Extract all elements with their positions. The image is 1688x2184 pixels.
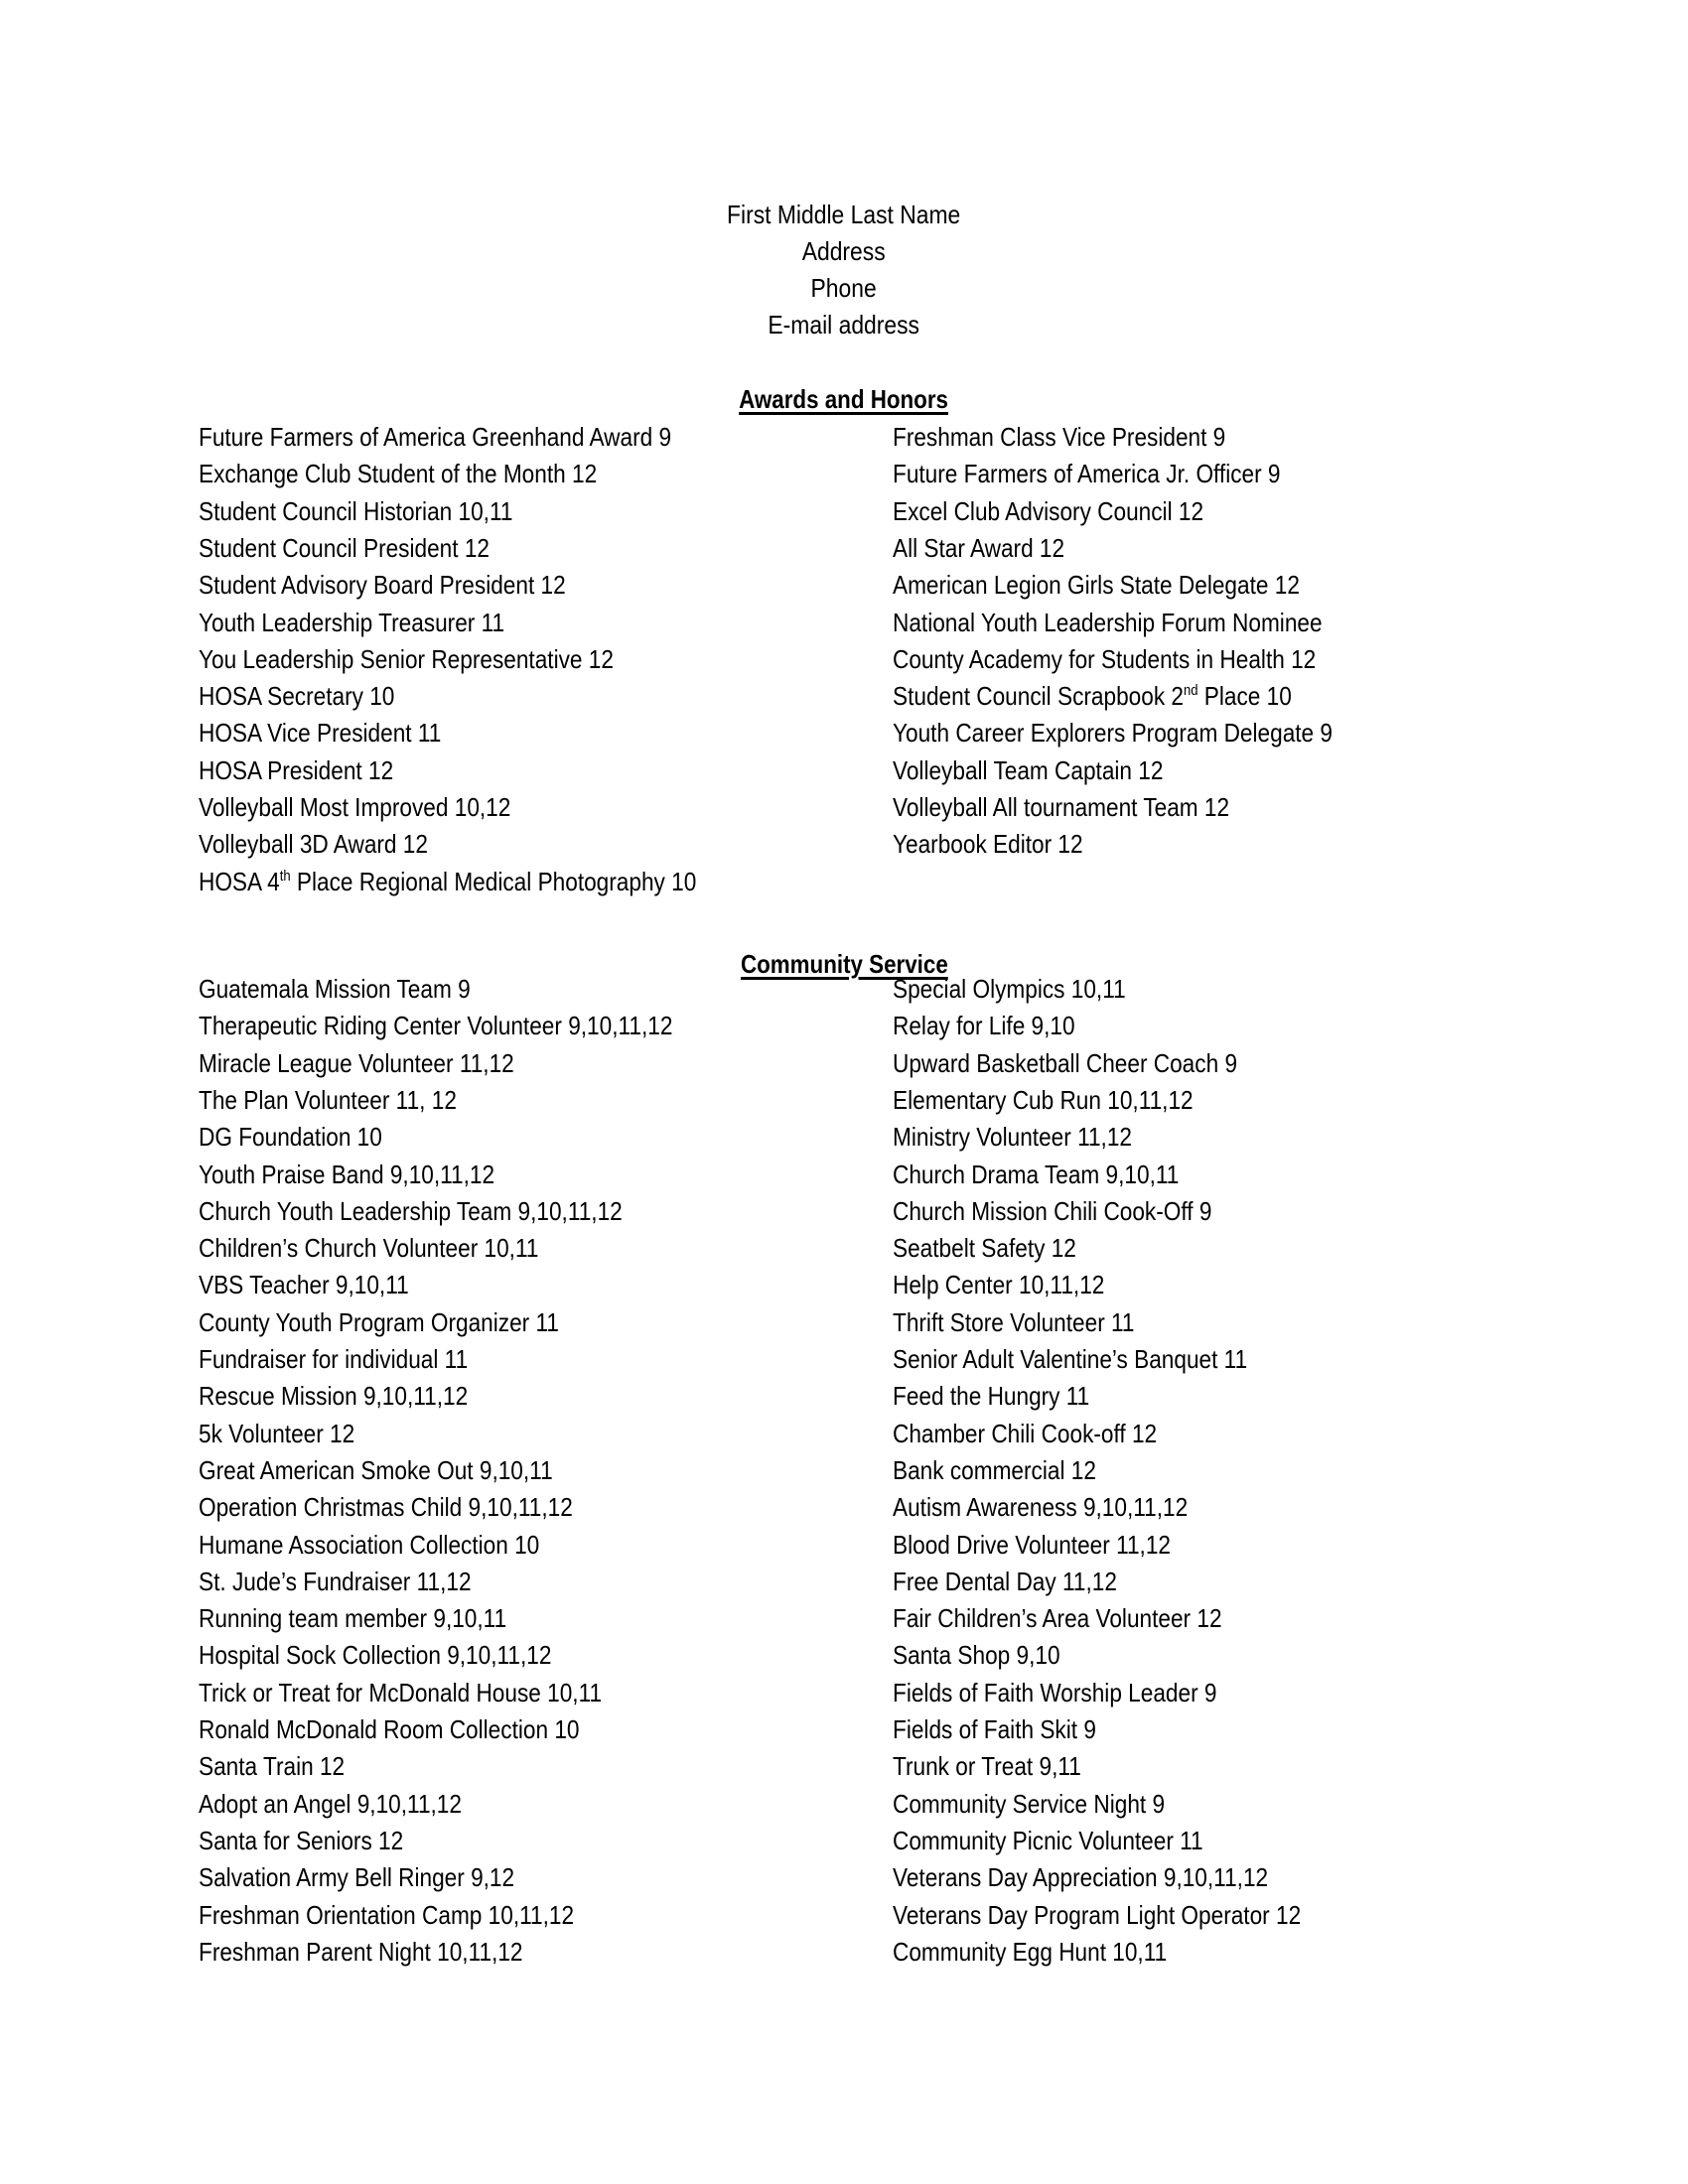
- list-item: Seatbelt Safety 12: [893, 1233, 1076, 1264]
- list-item: Chamber Chili Cook-off 12: [893, 1418, 1158, 1448]
- list-item: Fair Children’s Area Volunteer 12: [893, 1603, 1222, 1634]
- list-item: Therapeutic Riding Center Volunteer 9,10,11,12: [199, 1011, 673, 1041]
- list-item: Feed the Hungry 11: [893, 1381, 1090, 1412]
- item-text: HOSA 4: [199, 866, 280, 896]
- list-item: Youth Leadership Treasurer 11: [199, 607, 505, 637]
- list-item: Hospital Sock Collection 9,10,11,12: [199, 1640, 552, 1671]
- item-text: Student Council Scrapbook 2: [893, 681, 1184, 712]
- contact-phone: Phone: [810, 273, 878, 303]
- list-item: You Leadership Senior Representative 12: [199, 643, 614, 674]
- list-item: Student Advisory Board President 12: [199, 570, 566, 601]
- list-item: [199, 867, 696, 896]
- list-item: Church Youth Leadership Team 9,10,11,12: [199, 1195, 623, 1226]
- list-item: HOSA Secretary 10: [199, 681, 395, 712]
- list-item: Humane Association Collection 10: [199, 1529, 540, 1560]
- list-item: Church Drama Team 9,10,11: [893, 1159, 1180, 1189]
- list-item: Santa for Seniors 12: [199, 1825, 404, 1855]
- awards-heading: Awards and Honors: [739, 384, 949, 414]
- list-item: American Legion Girls State Delegate 12: [893, 570, 1300, 601]
- list-item: DG Foundation 10: [199, 1122, 382, 1153]
- list-item: Thrift Store Volunteer 11: [893, 1306, 1135, 1337]
- item-text: Place Regional Medical Photography 10: [290, 866, 697, 896]
- list-item: Volleyball All tournament Team 12: [893, 792, 1230, 822]
- list-item: Freshman Orientation Camp 10,11,12: [199, 1899, 575, 1930]
- list-item: Youth Career Explorers Program Delegate 9: [893, 718, 1334, 749]
- list-item: Salvation Army Bell Ringer 9,12: [199, 1862, 515, 1893]
- list-item: Freshman Class Vice President 9: [893, 422, 1226, 452]
- list-item: Community Service Night 9: [893, 1788, 1166, 1819]
- list-item: Veterans Day Appreciation 9,10,11,12: [893, 1862, 1269, 1893]
- community-service-heading: Community Service: [740, 949, 948, 979]
- list-item: Veterans Day Program Light Operator 12: [893, 1899, 1302, 1930]
- list-item: Rescue Mission 9,10,11,12: [199, 1381, 469, 1412]
- list-item: Running team member 9,10,11: [199, 1603, 507, 1634]
- list-item: Help Center 10,11,12: [893, 1270, 1105, 1300]
- list-item: Future Farmers of America Jr. Officer 9: [893, 459, 1281, 489]
- list-item: Santa Train 12: [199, 1751, 346, 1782]
- list-item: National Youth Leadership Forum Nominee: [893, 607, 1323, 637]
- list-item: Freshman Parent Night 10,11,12: [199, 1936, 523, 1967]
- list-item: Community Egg Hunt 10,11: [893, 1936, 1168, 1967]
- list-item: Church Mission Chili Cook-Off 9: [893, 1195, 1212, 1226]
- list-item: 5k Volunteer 12: [199, 1418, 355, 1448]
- list-item: All Star Award 12: [893, 532, 1065, 563]
- list-item: [893, 681, 1292, 711]
- list-item: Trick or Treat for McDonald House 10,11: [199, 1677, 603, 1707]
- contact-address: Address: [802, 236, 886, 266]
- list-item: Student Council Historian 10,11: [199, 495, 513, 526]
- list-item: Bank commercial 12: [893, 1454, 1096, 1485]
- list-item: Fields of Faith Skit 9: [893, 1714, 1096, 1744]
- list-item: Youth Praise Band 9,10,11,12: [199, 1159, 495, 1189]
- list-item: Volleyball Team Captain 12: [893, 754, 1164, 785]
- list-item: County Youth Program Organizer 11: [199, 1306, 559, 1337]
- list-item: HOSA President 12: [199, 754, 394, 785]
- list-item: Blood Drive Volunteer 11,12: [893, 1529, 1172, 1560]
- contact-name: First Middle Last Name: [727, 200, 961, 229]
- list-item: Ronald McDonald Room Collection 10: [199, 1714, 580, 1744]
- list-item: Relay for Life 9,10: [893, 1011, 1075, 1041]
- list-item: HOSA Vice President 11: [199, 718, 442, 749]
- list-item: Santa Shop 9,10: [893, 1640, 1060, 1671]
- list-item: Special Olympics 10,11: [893, 974, 1126, 1004]
- list-item: Miracle League Volunteer 11,12: [199, 1047, 514, 1078]
- list-item: Fundraiser for individual 11: [199, 1344, 469, 1374]
- list-item: Exchange Club Student of the Month 12: [199, 459, 598, 489]
- list-item: St. Jude’s Fundraiser 11,12: [199, 1566, 472, 1596]
- list-item: Community Picnic Volunteer 11: [893, 1825, 1203, 1855]
- ordinal-superscript: th: [279, 867, 291, 885]
- list-item: Volleyball Most Improved 10,12: [199, 792, 511, 822]
- contact-email: E-mail address: [768, 310, 920, 340]
- list-item: Free Dental Day 11,12: [893, 1566, 1117, 1596]
- list-item: Ministry Volunteer 11,12: [893, 1122, 1132, 1153]
- list-item: Autism Awareness 9,10,11,12: [893, 1492, 1189, 1523]
- list-item: Senior Adult Valentine’s Banquet 11: [893, 1344, 1248, 1374]
- list-item: Children’s Church Volunteer 10,11: [199, 1233, 539, 1264]
- list-item: Adopt an Angel 9,10,11,12: [199, 1788, 462, 1819]
- list-item: Excel Club Advisory Council 12: [893, 495, 1204, 526]
- list-item: Trunk or Treat 9,11: [893, 1751, 1081, 1782]
- list-item: VBS Teacher 9,10,11: [199, 1270, 409, 1300]
- list-item: Yearbook Editor 12: [893, 829, 1083, 860]
- list-item: Guatemala Mission Team 9: [199, 974, 471, 1004]
- list-item: County Academy for Students in Health 12: [893, 643, 1317, 674]
- list-item: Future Farmers of America Greenhand Award 9: [199, 422, 672, 452]
- list-item: Student Council President 12: [199, 532, 490, 563]
- list-item: Upward Basketball Cheer Coach 9: [893, 1047, 1238, 1078]
- list-item: Elementary Cub Run 10,11,12: [893, 1084, 1194, 1115]
- item-text: Place 10: [1197, 681, 1292, 712]
- list-item: Great American Smoke Out 9,10,11: [199, 1454, 553, 1485]
- list-item: Volleyball 3D Award 12: [199, 829, 428, 860]
- ordinal-superscript: nd: [1183, 682, 1198, 700]
- list-item: Operation Christmas Child 9,10,11,12: [199, 1492, 573, 1523]
- list-item: The Plan Volunteer 11, 12: [199, 1084, 457, 1115]
- list-item: Fields of Faith Worship Leader 9: [893, 1677, 1217, 1707]
